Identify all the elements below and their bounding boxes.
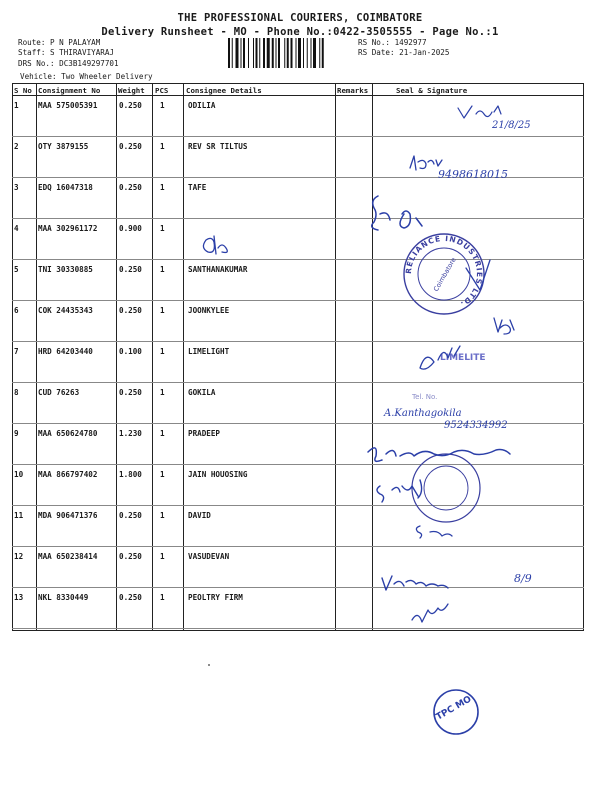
cell-weight: 0.250	[119, 142, 142, 151]
stamp-center-text: Coimbatore	[431, 256, 458, 293]
cell-sno: 5	[14, 265, 19, 274]
barcode-bar	[256, 38, 258, 68]
col-header-remarks: Remarks	[337, 86, 369, 95]
cell-sno: 6	[14, 306, 19, 315]
col-header-consignee: Consignee Details	[186, 86, 262, 95]
cell-sno: 12	[14, 552, 24, 561]
stamp-fragment-row-8: Tel. No.	[412, 393, 438, 401]
cell-sno: 7	[14, 347, 19, 356]
barcode-bar	[236, 38, 239, 68]
cell-weight: 0.250	[119, 306, 142, 315]
barcode-bar	[298, 38, 301, 68]
handwritten-name-row-8: A.Kanthagokila	[384, 408, 462, 419]
cell-consignment: HRD 64203440	[38, 347, 93, 356]
cell-consignment: MAA 866797402	[38, 470, 98, 479]
cell-consignee: DAVID	[188, 511, 211, 520]
vehicle-label: Vehicle: Two Wheeler Delivery	[20, 72, 153, 81]
col-header-consignment: Consignment No	[38, 86, 101, 95]
table-row	[12, 97, 584, 138]
cell-pcs: 1	[160, 593, 165, 602]
cell-weight: 0.250	[119, 593, 142, 602]
speck	[208, 664, 210, 666]
cell-pcs: 1	[160, 224, 165, 233]
runsheet-subtitle: Delivery Runsheet - MO - Phone No.:0422-3505555 - Page No.:1	[101, 26, 499, 38]
barcode-bar	[267, 38, 270, 68]
cell-weight: 0.250	[119, 388, 142, 397]
table-row	[12, 138, 584, 179]
runsheet-table	[12, 83, 584, 631]
cell-consignment: OTY 3879155	[38, 142, 89, 151]
table-rule	[12, 300, 584, 301]
table-rule	[12, 423, 584, 424]
cell-consignment: MAA 650624780	[38, 429, 98, 438]
barcode-bar	[232, 38, 233, 68]
cell-sno: 9	[14, 429, 19, 438]
barcode	[228, 38, 352, 68]
table-row	[12, 179, 584, 220]
cell-sno: 4	[14, 224, 19, 233]
handwritten-date-row-12: 8/9	[514, 572, 532, 585]
handwritten-date-row-1: 21/8/25	[492, 120, 531, 131]
barcode-bar	[307, 38, 308, 68]
cell-pcs: 1	[160, 265, 165, 274]
cell-weight: 0.900	[119, 224, 142, 233]
cell-sno: 3	[14, 183, 19, 192]
cell-consignment: TNI 30330885	[38, 265, 93, 274]
table-rule	[12, 464, 584, 465]
stamp-ring-text: RELIANCE INDUSTRIES LTD.	[403, 233, 485, 310]
cell-weight: 0.250	[119, 552, 142, 561]
cell-sno: 11	[14, 511, 24, 520]
cell-sno: 1	[14, 101, 19, 110]
stamp-fragment-row-7: LIMELITE	[440, 353, 486, 363]
cell-consignee: GOKILA	[188, 388, 216, 397]
cell-consignee: JAIN HOUOSING	[188, 470, 248, 479]
cell-consignment: MAA 575005391	[38, 101, 98, 110]
company-title: THE PROFESSIONAL COURIERS, COIMBATORE	[177, 12, 423, 24]
table-row	[12, 343, 584, 384]
table-row	[12, 302, 584, 343]
barcode-bar	[228, 38, 230, 68]
handwritten-phone-row-8: 9524334992	[444, 420, 508, 431]
table-row	[12, 548, 584, 589]
cell-consignee: VASUDEVAN	[188, 552, 230, 561]
table-rule	[12, 177, 584, 178]
col-header-weight: Weight	[118, 86, 145, 95]
table-row	[12, 507, 584, 548]
table-rule	[12, 505, 584, 506]
table-rule	[12, 546, 584, 547]
cell-pcs: 1	[160, 142, 165, 151]
table-rule	[12, 218, 584, 219]
cell-pcs: 1	[160, 101, 165, 110]
barcode-bar	[303, 38, 304, 68]
cell-consignee: TAFE	[188, 183, 207, 192]
table-rule	[12, 630, 584, 631]
cell-consignee: PRADEEP	[188, 429, 221, 438]
barcode-bar	[259, 38, 260, 68]
cell-weight: 1.230	[119, 429, 142, 438]
table-rule	[12, 83, 584, 84]
cell-pcs: 1	[160, 429, 165, 438]
cell-sno: 10	[14, 470, 24, 479]
meta-right	[358, 38, 449, 59]
table-rule	[12, 95, 584, 96]
table-rule	[12, 341, 584, 342]
table-row	[12, 384, 584, 425]
rs-number: RS No.: 1492977	[358, 38, 427, 47]
barcode-bar	[243, 38, 245, 68]
table-row	[12, 589, 584, 630]
cell-weight: 0.100	[119, 347, 142, 356]
barcode-bar	[272, 38, 274, 68]
barcode-bar	[311, 38, 312, 68]
col-header-sno: S No	[14, 86, 32, 95]
cell-consignment: COK 24435343	[38, 306, 93, 315]
cell-pcs: 1	[160, 552, 165, 561]
cell-pcs: 1	[160, 347, 165, 356]
cell-consignee: PEOLTRY FIRM	[188, 593, 243, 602]
cell-consignment: EDQ 16047318	[38, 183, 93, 192]
barcode-bar	[276, 38, 277, 68]
barcode-bar	[253, 38, 254, 68]
table-rule	[12, 587, 584, 588]
table-rule	[12, 382, 584, 383]
cell-consignment: CUD 76263	[38, 388, 80, 397]
cell-pcs: 1	[160, 388, 165, 397]
cell-weight: 0.250	[119, 183, 142, 192]
cell-consignee: LIMELIGHT	[188, 347, 230, 356]
seal-text: TPC MO	[434, 694, 474, 723]
barcode-bar	[263, 38, 265, 68]
cell-pcs: 1	[160, 183, 165, 192]
cell-sno: 8	[14, 388, 19, 397]
cell-consignment: NKL 8330449	[38, 593, 89, 602]
table-rule	[12, 259, 584, 260]
cell-consignment: MAA 302961172	[38, 224, 98, 233]
barcode-bar	[291, 38, 293, 68]
handwritten-phone-row-2: 9498618015	[438, 168, 508, 181]
cell-sno: 2	[14, 142, 19, 151]
barcode-bar	[278, 38, 280, 68]
cell-weight: 0.250	[119, 265, 142, 274]
route-label: Route: P N PALAYAM	[18, 38, 101, 47]
cell-sno: 13	[14, 593, 24, 602]
cell-weight: 0.250	[119, 101, 142, 110]
cell-consignee: ODILIA	[188, 101, 216, 110]
barcode-bar	[241, 38, 242, 68]
table-rule	[12, 628, 584, 629]
barcode-bar	[287, 38, 289, 68]
cell-consignment: MDA 906471376	[38, 511, 98, 520]
cell-consignee: SANTHANAKUMAR	[188, 265, 248, 274]
table-row	[12, 261, 584, 302]
cell-weight: 0.250	[119, 511, 142, 520]
barcode-bar	[296, 38, 297, 68]
barcode-bar	[313, 38, 316, 68]
barcode-bar	[284, 38, 285, 68]
table-rule	[12, 136, 584, 137]
barcode-bar	[322, 38, 324, 68]
table-row	[12, 220, 584, 261]
meta-left	[18, 38, 119, 69]
table-row	[12, 425, 584, 466]
cell-pcs: 1	[160, 511, 165, 520]
rs-date: RS Date: 21-Jan-2025	[358, 48, 450, 58]
barcode-bar	[319, 38, 320, 68]
cell-consignment: MAA 650238414	[38, 552, 98, 561]
tpc-seal	[432, 688, 480, 736]
col-header-pcs: PCS	[155, 86, 169, 95]
drs-number: DRS No.: DC3B149297701	[18, 58, 119, 68]
cell-consignee: REV SR TILTUS	[188, 142, 248, 151]
cell-consignee: JOONKYLEE	[188, 306, 230, 315]
cell-pcs: 1	[160, 470, 165, 479]
barcode-bar	[248, 38, 249, 68]
table-row	[12, 466, 584, 507]
cell-weight: 1.800	[119, 470, 142, 479]
cell-pcs: 1	[160, 306, 165, 315]
staff-label: Staff: S THIRAVIYARAJ	[18, 48, 115, 58]
col-header-signature: Seal & Signature	[396, 86, 468, 95]
